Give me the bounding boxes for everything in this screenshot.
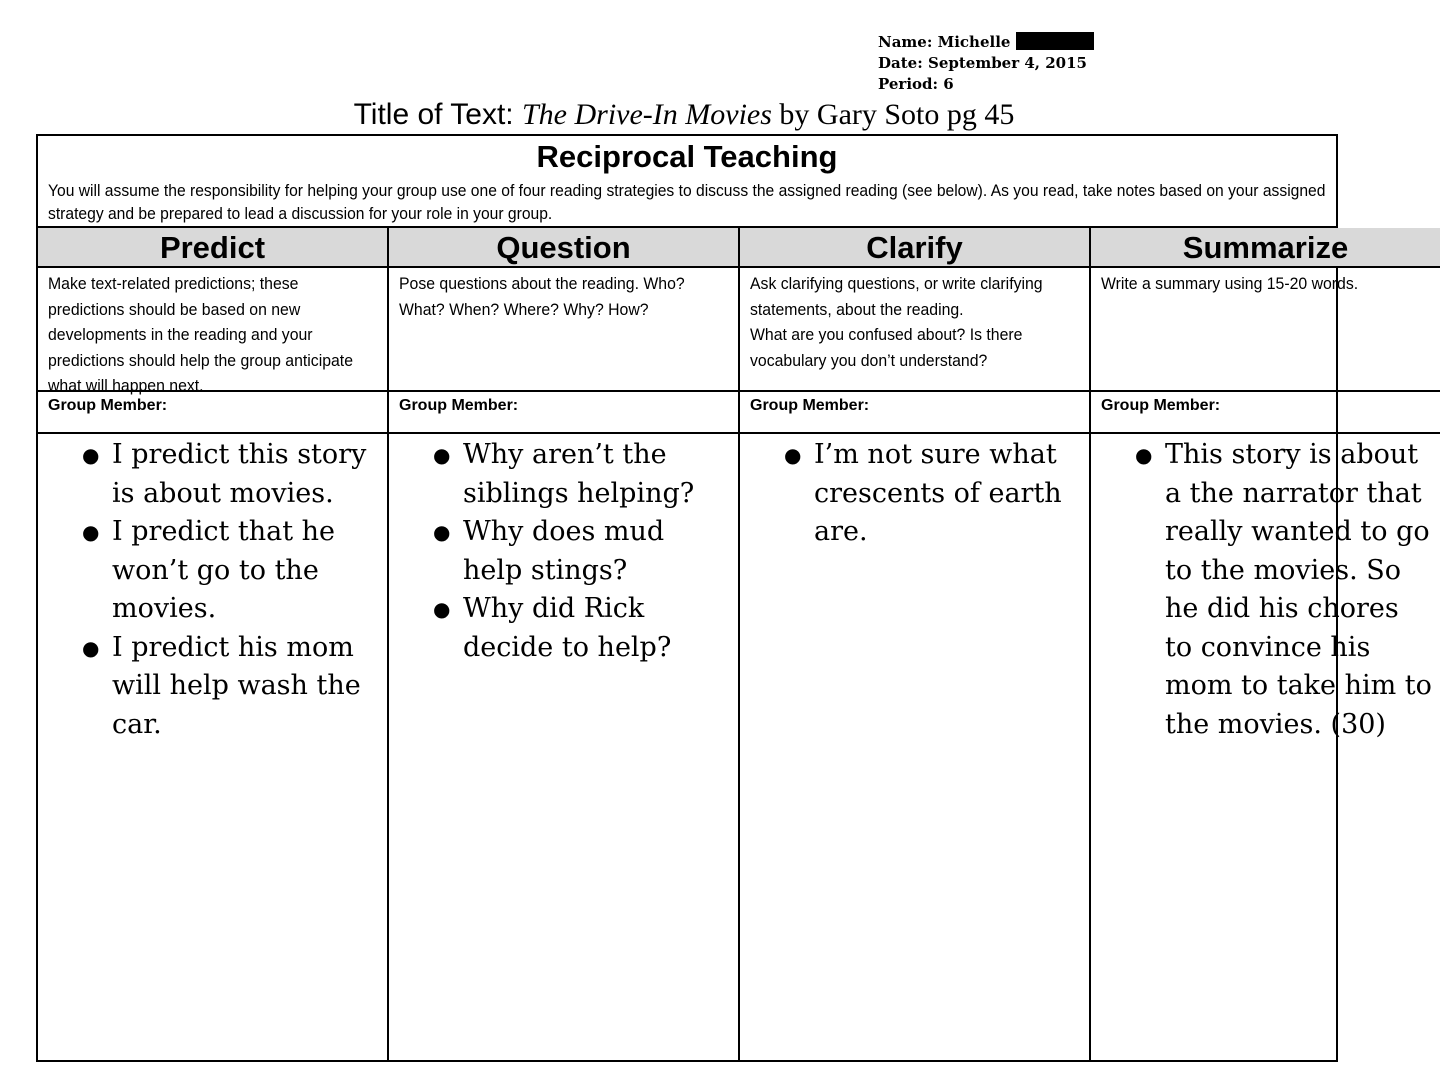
column-heading: Predict: [38, 228, 387, 268]
column-heading: Summarize: [1091, 228, 1440, 268]
note-item: ● I’m not sure what crescents of earth are.: [814, 436, 1081, 552]
note-item: ● This story is about a the narrator that really wanted to go to the movies. So he did his chores to convince his mom to take him to the movies. (30): [1165, 436, 1432, 744]
column-heading: Question: [389, 228, 738, 268]
note-item: ● I predict that he won’t go to the movies.: [112, 513, 379, 629]
reciprocal-teaching-table: [36, 134, 1432, 1062]
note-item: ● I predict his mom will help wash the car.: [112, 629, 379, 745]
note-item: ● I predict this story is about movies.: [112, 436, 379, 513]
note-item: ● Why does mud help stings?: [463, 513, 730, 590]
student-info: [878, 32, 1094, 95]
book-title: The Drive-In Movies: [521, 98, 772, 131]
note-item: ● Why did Rick decide to help?: [463, 590, 730, 667]
worksheet-instructions: You will assume the responsibility for helping your group use one of four reading strategies to discuss the assigned reading (see below). As you read, take notes based on your assigned strategy and be prepared to lead a discussion for your role in your group.: [48, 181, 1326, 223]
notes-list: [389, 434, 738, 667]
redaction-bar: [1016, 32, 1094, 50]
notes-cell: [740, 434, 1089, 1060]
period-row: [878, 74, 1094, 95]
notes-list: [38, 434, 387, 744]
clarify-column: [738, 228, 1089, 1060]
column-description: [389, 268, 738, 392]
name-label: Name:: [878, 33, 933, 51]
date-value: September 4, 2015: [927, 54, 1087, 72]
column-description: [740, 268, 1089, 392]
column-heading: Clarify: [740, 228, 1089, 268]
worksheet-banner: [38, 136, 1336, 228]
date-row: [878, 53, 1094, 74]
group-member-label: Group Member:: [1091, 392, 1440, 434]
summarize-column: [1089, 228, 1440, 1060]
question-column: [387, 228, 738, 1060]
predict-column: [38, 228, 387, 1060]
name-value: Michelle: [937, 33, 1011, 51]
period-value: 6: [943, 75, 954, 93]
strategy-grid: [38, 228, 1432, 1060]
notes-cell: [38, 434, 387, 1060]
title-prefix: Title of Text:: [353, 98, 522, 131]
description-text: Write a summary using 15-20 words.: [1101, 274, 1359, 293]
group-member-label: Group Member:: [389, 392, 738, 434]
name-row: [878, 32, 1094, 53]
period-label: Period:: [878, 75, 939, 93]
title-author: by Gary Soto pg 45: [771, 98, 1015, 131]
notes-cell: [1091, 434, 1440, 1060]
description-text: Pose questions about the reading. Who? What? When? Where? Why? How?: [399, 274, 685, 319]
notes-list: [740, 434, 1089, 552]
text-title: [0, 96, 1368, 134]
notes-cell: [389, 434, 738, 1060]
description-text: Ask clarifying questions, or write clarifying statements, about the reading. What are you confused about? Is there vocabulary you don’t understand?: [750, 274, 1043, 370]
notes-list: [1091, 434, 1440, 744]
group-member-label: Group Member:: [38, 392, 387, 434]
column-description: [1091, 268, 1440, 392]
column-description: [38, 268, 387, 395]
note-item: ● Why aren’t the siblings helping?: [463, 436, 730, 513]
date-label: Date:: [878, 54, 923, 72]
description-text: Make text-related predictions; these predictions should be based on new developments in the reading and your predictions should help the group anticipate what will happen next.: [48, 274, 353, 395]
group-member-label: Group Member:: [740, 392, 1089, 434]
worksheet-heading: Reciprocal Teaching: [536, 139, 838, 174]
